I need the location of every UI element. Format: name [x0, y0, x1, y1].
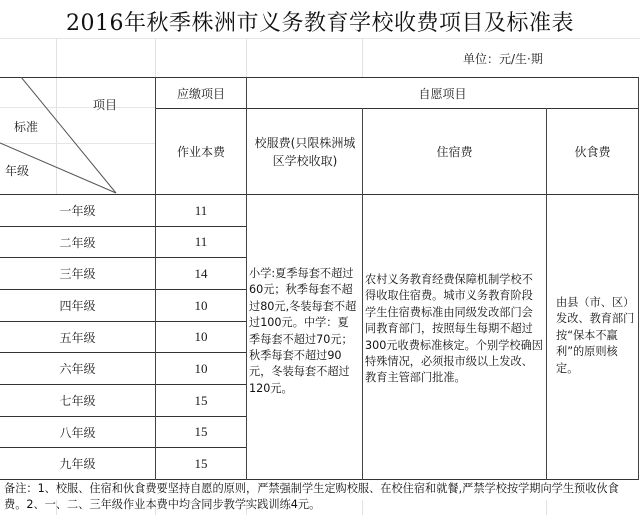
grade-cell: 三年级 [59, 267, 96, 281]
corner-item-label: 项目 [92, 97, 117, 112]
col-border [246, 77, 247, 480]
grade-cell: 二年级 [59, 235, 96, 250]
unit-label: 单位：元/生·期 [463, 52, 543, 66]
uniform-fee-header: 校服费(只限株洲城 区学校收取) [254, 135, 356, 168]
uniform-fee-standard: 小学:夏季每套不超过60元；秋季每套不超过80元,冬装每套不超过100元。中学：夏季每套不超过70元；秋季每套不超过90元，冬装每套不超过120元。 [249, 267, 357, 395]
table-bottom-border [0, 479, 639, 480]
homework-fee-cell: 14 [194, 265, 208, 281]
homework-fee-cell: 15 [194, 455, 208, 471]
homework-fee-cell: 15 [194, 392, 208, 408]
homework-fee-cell: 10 [194, 297, 208, 313]
grade-cell: 四年级 [59, 299, 96, 313]
table-right-border [638, 77, 639, 480]
meal-fee-standard: 由县（市、区）发改、教育部门按“保本不赢利”的原则核定。 [556, 296, 635, 375]
grade-cell: 五年级 [59, 330, 96, 345]
grid-line [362, 38, 363, 78]
homework-fee-header: 作业本费 [176, 145, 225, 159]
grid-line [155, 38, 156, 78]
homework-fee-cell: 15 [194, 424, 208, 439]
grade-cell: 八年级 [59, 425, 96, 440]
corner-grade-label: 年级 [4, 163, 29, 178]
homework-fee-cell: 11 [194, 202, 208, 218]
grade-cell: 六年级 [59, 362, 96, 376]
document-title: 2016年秋季株洲市义务教育学校收费项目及标准表 [66, 11, 574, 36]
grade-cell: 九年级 [59, 457, 96, 471]
voluntary-items-header: 自愿项目 [418, 86, 467, 101]
lodging-fee-header: 住宿费 [436, 145, 473, 159]
grade-cell: 七年级 [59, 394, 96, 408]
homework-fee-cell: 10 [194, 360, 208, 376]
homework-fee-cell: 10 [194, 329, 208, 344]
lodging-fee-standard: 农村义务教育经费保障机制学校不得收取住宿费。城市义务教育阶段学生住宿费标准由同级发改部门会同教育部门，按照每生每期不超过300元收费标准核定。个别学校确因特殊情况，必须报市级以上发改、教育主管部门批准。 [365, 273, 543, 385]
grade-cell: 一年级 [59, 204, 96, 218]
homework-fee-cell: 11 [194, 234, 208, 249]
grid-line [246, 38, 247, 78]
meal-fee-header: 伙食费 [574, 145, 611, 159]
required-items-header: 应缴项目 [176, 86, 225, 101]
grid-line [0, 38, 640, 39]
corner-standard-label: 标准 [13, 119, 38, 134]
grid-line [56, 38, 57, 78]
footnote: 备注：1、校服、住宿和伙食费要坚持自愿的原则，严禁强制学生定购校服、在校住宿和就餐,严禁学校按学期向学生预收伙食费。2、一、二、三年级作业本费中均含同步教学实践训练4元。 [4, 482, 619, 511]
